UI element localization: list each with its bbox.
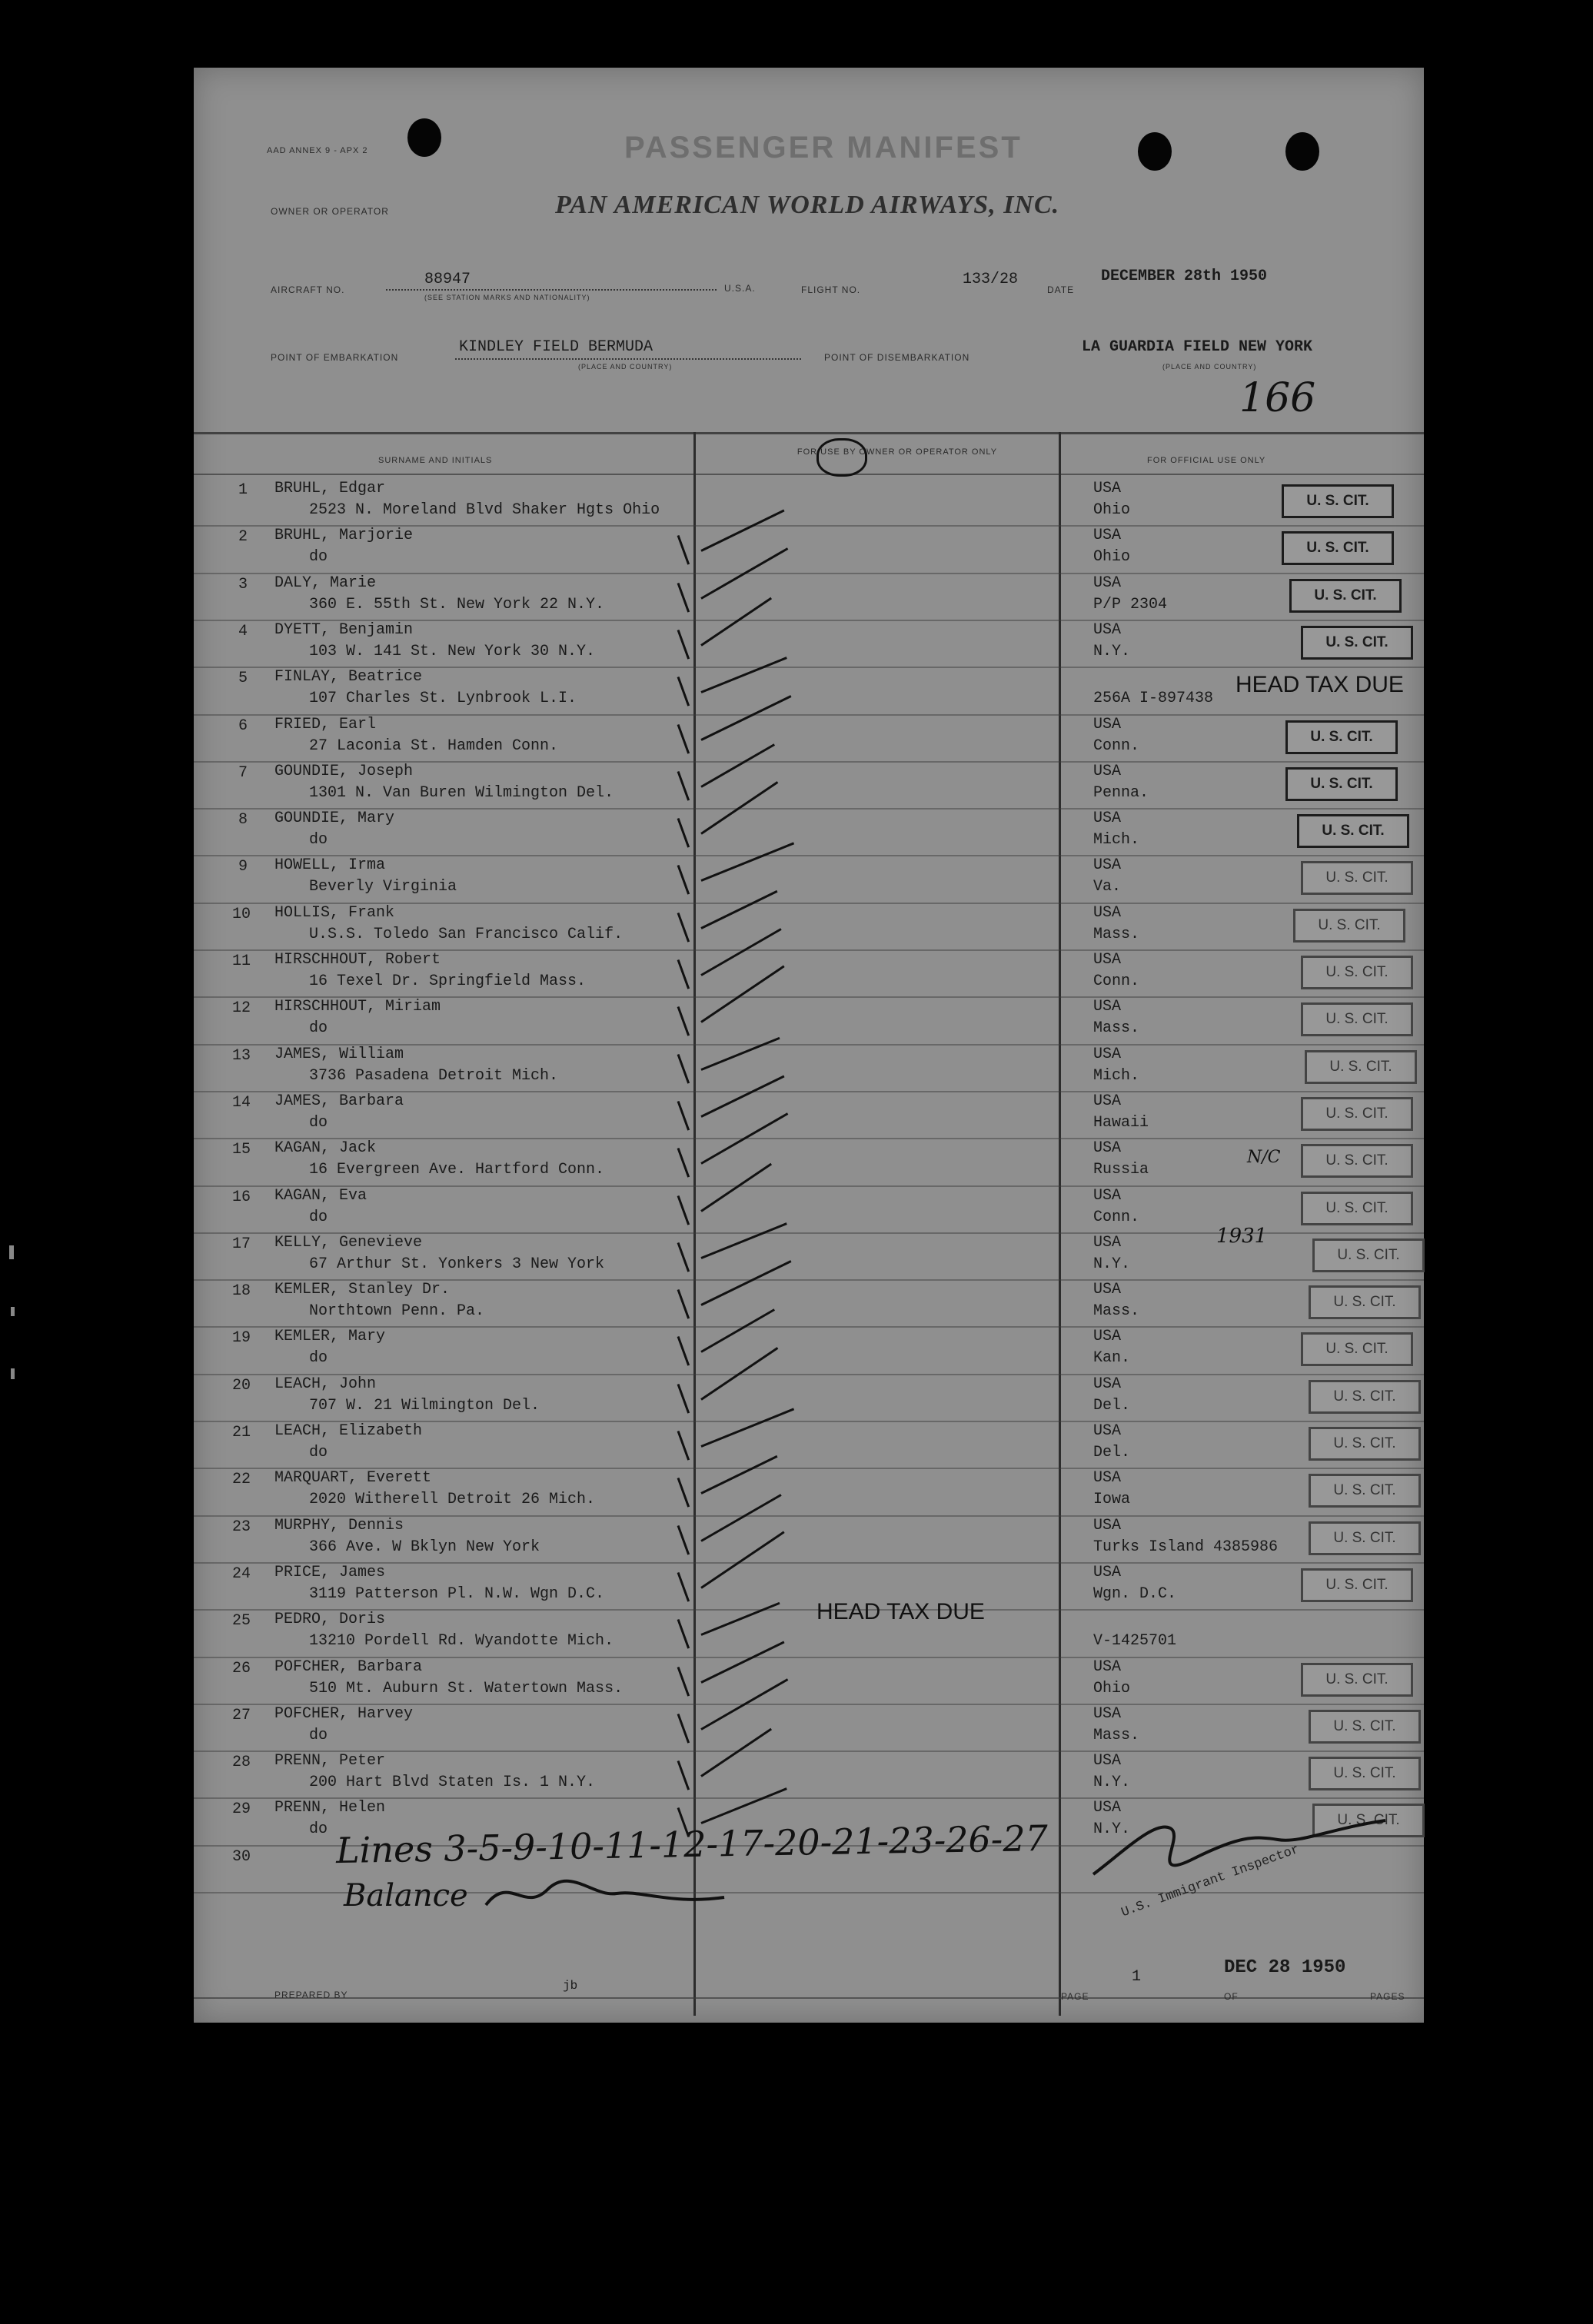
check-mark bbox=[700, 843, 794, 882]
residence-or-document: Conn. bbox=[1093, 972, 1140, 990]
residence-or-document: Turks Island 4385986 bbox=[1093, 1538, 1279, 1556]
handwritten-number: 166 bbox=[1239, 375, 1316, 421]
nationality: USA bbox=[1093, 1233, 1122, 1252]
check-mark-stroke bbox=[677, 1101, 690, 1131]
nationality: USA bbox=[1093, 480, 1122, 497]
us-citizen-stamp: U. S. CIT. bbox=[1309, 1521, 1421, 1555]
row-number: 14 bbox=[232, 1093, 251, 1112]
us-citizen-stamp: U. S. CIT. bbox=[1282, 484, 1394, 518]
check-mark-stroke bbox=[677, 1714, 690, 1744]
passenger-name: BRUHL, Marjorie bbox=[274, 527, 414, 545]
passenger-name: HIRSCHHOUT, Miriam bbox=[274, 998, 441, 1016]
row-number: 30 bbox=[232, 1847, 251, 1866]
row-rule bbox=[194, 573, 1424, 574]
passenger-address: U.S.S. Toledo San Francisco Calif. bbox=[309, 925, 624, 943]
document-title: PASSENGER MANIFEST bbox=[624, 131, 1023, 165]
residence-or-document: Mich. bbox=[1093, 1066, 1140, 1085]
row-number: 11 bbox=[232, 953, 251, 970]
nationality: USA bbox=[1093, 527, 1122, 545]
row-number: 29 bbox=[232, 1800, 251, 1819]
flight-date: DECEMBER 28th 1950 bbox=[1101, 268, 1268, 285]
row-number: 3 bbox=[238, 575, 248, 593]
us-citizen-stamp: U. S. CIT. bbox=[1301, 1332, 1413, 1366]
check-mark bbox=[700, 743, 775, 788]
check-mark-stroke bbox=[677, 1384, 690, 1414]
head-tax-stamp: HEAD TAX DUE bbox=[816, 1599, 985, 1624]
nationality: USA bbox=[1093, 1375, 1122, 1393]
passenger-name: POFCHER, Barbara bbox=[274, 1657, 423, 1676]
passenger-name: JAMES, Barbara bbox=[274, 1092, 404, 1110]
check-mark-stroke bbox=[677, 818, 690, 848]
residence-or-document: Del. bbox=[1093, 1444, 1131, 1461]
aircraft-sublabel: (SEE STATION MARKS AND NATIONALITY) bbox=[424, 294, 590, 301]
check-mark-stroke bbox=[677, 1006, 690, 1036]
nationality: USA bbox=[1093, 998, 1122, 1016]
embarkation-point: KINDLEY FIELD BERMUDA bbox=[459, 338, 653, 356]
us-citizen-stamp: U. S. CIT. bbox=[1285, 720, 1398, 754]
signature-mark bbox=[478, 1867, 732, 1920]
row-number: 18 bbox=[232, 1282, 251, 1301]
passenger-name: GOUNDIE, Joseph bbox=[274, 762, 414, 780]
scan-mark bbox=[9, 1245, 14, 1259]
passenger-address: 16 Evergreen Ave. Hartford Conn. bbox=[309, 1161, 605, 1179]
flight-number: 133/28 bbox=[963, 271, 1019, 288]
residence-or-document: Ohio bbox=[1093, 1679, 1131, 1697]
us-citizen-stamp: U. S. CIT. bbox=[1301, 626, 1413, 660]
manifest-sheet bbox=[194, 68, 1424, 2023]
row-number: 7 bbox=[238, 763, 248, 782]
check-mark bbox=[700, 1036, 780, 1070]
handwritten-lines-note: Lines 3-5-9-10-11-12-17-20-21-23-26-27 bbox=[335, 1817, 1049, 1872]
passenger-address: do bbox=[309, 1208, 328, 1226]
passenger-name: FINLAY, Beatrice bbox=[274, 668, 423, 687]
us-citizen-stamp: U. S. CIT. bbox=[1309, 1710, 1421, 1744]
page-number: 1 bbox=[1132, 1968, 1142, 1986]
date-label: DATE bbox=[1047, 284, 1075, 295]
check-mark-stroke bbox=[677, 1619, 690, 1649]
check-mark-stroke bbox=[677, 771, 690, 801]
row-number: 2 bbox=[238, 528, 248, 547]
check-mark-stroke bbox=[677, 723, 690, 753]
us-citizen-stamp: U. S. CIT. bbox=[1309, 1474, 1421, 1508]
passenger-name: LEACH, Elizabeth bbox=[274, 1422, 423, 1440]
residence-or-document: Wgn. D.C. bbox=[1093, 1584, 1177, 1603]
residence-or-document: N.Y. bbox=[1093, 1820, 1131, 1839]
row-number: 22 bbox=[232, 1471, 251, 1489]
passenger-address: 3119 Patterson Pl. N.W. Wgn D.C. bbox=[309, 1584, 605, 1603]
row-rule bbox=[194, 1138, 1424, 1139]
passenger-name: GOUNDIE, Mary bbox=[274, 810, 395, 828]
column-header-official: FOR OFFICIAL USE ONLY bbox=[1147, 456, 1266, 465]
row-number: 15 bbox=[232, 1141, 251, 1159]
us-citizen-stamp: U. S. CIT. bbox=[1297, 814, 1409, 848]
passenger-name: HOLLIS, Frank bbox=[274, 903, 395, 922]
check-mark-stroke bbox=[677, 1242, 690, 1272]
nationality: USA bbox=[1093, 1186, 1122, 1205]
residence-or-document: Mass. bbox=[1093, 925, 1140, 943]
check-mark-stroke bbox=[677, 677, 690, 707]
disembarkation-label: POINT OF DISEMBARKATION bbox=[824, 352, 970, 363]
embark-sublabel: (PLACE AND COUNTRY) bbox=[578, 363, 673, 371]
head-tax-stamp: HEAD TAX DUE bbox=[1235, 672, 1404, 697]
check-mark-stroke bbox=[677, 865, 690, 895]
nationality: USA bbox=[1093, 1704, 1122, 1723]
passenger-address: do bbox=[309, 831, 328, 849]
row-number: 8 bbox=[238, 811, 248, 830]
us-citizen-stamp: U. S. CIT. bbox=[1305, 1050, 1417, 1084]
passenger-name: KEMLER, Mary bbox=[274, 1328, 386, 1346]
residence-or-document: Penna. bbox=[1093, 783, 1149, 802]
row-number: 28 bbox=[232, 1754, 251, 1772]
residence-or-document: Kan. bbox=[1093, 1349, 1131, 1368]
row-number: 17 bbox=[232, 1235, 251, 1253]
nationality: USA bbox=[1093, 620, 1122, 639]
row-number: 23 bbox=[232, 1518, 251, 1536]
aircraft-underline bbox=[386, 289, 717, 291]
nationality: USA bbox=[1093, 1139, 1122, 1158]
embarkation-label: POINT OF EMBARKATION bbox=[271, 352, 399, 363]
passenger-name: KELLY, Genevieve bbox=[274, 1233, 423, 1252]
passenger-name: BRUHL, Edgar bbox=[274, 480, 386, 497]
passenger-address: Northtown Penn. Pa. bbox=[309, 1302, 485, 1321]
nationality: USA bbox=[1093, 1657, 1122, 1676]
row-number: 13 bbox=[232, 1046, 251, 1065]
check-mark bbox=[700, 510, 784, 552]
check-mark-stroke bbox=[677, 1289, 690, 1319]
us-citizen-stamp: U. S. CIT. bbox=[1285, 767, 1398, 801]
passenger-name: KAGAN, Eva bbox=[274, 1186, 367, 1205]
passenger-address: 1301 N. Van Buren Wilmington Del. bbox=[309, 783, 614, 802]
check-mark bbox=[700, 1494, 781, 1542]
row-number: 16 bbox=[232, 1188, 251, 1206]
punch-hole bbox=[1285, 132, 1319, 171]
check-mark bbox=[700, 1260, 791, 1306]
nationality: USA bbox=[1093, 1469, 1122, 1488]
check-mark-stroke bbox=[677, 959, 690, 989]
passenger-name: HOWELL, Irma bbox=[274, 856, 386, 875]
flight-number-circle bbox=[816, 438, 867, 477]
passenger-address: 27 Laconia St. Hamden Conn. bbox=[309, 736, 559, 755]
row-number: 25 bbox=[232, 1612, 251, 1631]
passenger-address: 360 E. 55th St. New York 22 N.Y. bbox=[309, 595, 605, 613]
page-label: PAGE bbox=[1061, 1991, 1089, 2002]
annotation-nc: N/C bbox=[1247, 1148, 1281, 1167]
check-mark-stroke bbox=[677, 1431, 690, 1461]
passenger-name: PRENN, Peter bbox=[274, 1752, 386, 1770]
residence-or-document: N.Y. bbox=[1093, 1255, 1131, 1273]
residence-or-document: N.Y. bbox=[1093, 642, 1131, 660]
check-mark bbox=[700, 1455, 777, 1494]
passenger-name: MARQUART, Everett bbox=[274, 1469, 432, 1488]
airline-name: PAN AMERICAN WORLD AIRWAYS, INC. bbox=[555, 191, 1060, 219]
nationality: USA bbox=[1093, 810, 1122, 828]
check-mark bbox=[700, 1641, 784, 1683]
nationality: USA bbox=[1093, 574, 1122, 592]
residence-or-document: Conn. bbox=[1093, 1208, 1140, 1226]
check-mark bbox=[700, 1531, 784, 1588]
check-mark-stroke bbox=[677, 1525, 690, 1555]
nationality: USA bbox=[1093, 1516, 1122, 1534]
pages-label: PAGES bbox=[1370, 1991, 1405, 2002]
column-divider bbox=[693, 432, 696, 2016]
nationality: USA bbox=[1093, 903, 1122, 922]
us-citizen-stamp: U. S. CIT. bbox=[1301, 1097, 1413, 1131]
prepared-by-label: PREPARED BY bbox=[274, 1990, 348, 2000]
nationality: USA bbox=[1093, 1328, 1122, 1346]
passenger-address: 2020 Witherell Detroit 26 Mich. bbox=[309, 1491, 596, 1509]
check-mark-stroke bbox=[677, 1572, 690, 1602]
check-mark bbox=[700, 1788, 787, 1825]
scan-mark bbox=[11, 1307, 15, 1316]
nationality: USA bbox=[1093, 1281, 1122, 1299]
nationality: USA bbox=[1093, 1799, 1122, 1817]
row-number: 12 bbox=[232, 999, 251, 1018]
residence-or-document: Mass. bbox=[1093, 1726, 1140, 1744]
residence-or-document: Mass. bbox=[1093, 1019, 1140, 1038]
passenger-name: JAMES, William bbox=[274, 1045, 404, 1063]
check-mark bbox=[700, 1728, 772, 1777]
check-mark-stroke bbox=[677, 1148, 690, 1178]
us-citizen-stamp: U. S. CIT. bbox=[1289, 579, 1402, 613]
passenger-address: 107 Charles St. Lynbrook L.I. bbox=[309, 690, 577, 708]
check-mark-stroke bbox=[677, 535, 690, 565]
row-number: 26 bbox=[232, 1659, 251, 1677]
passenger-address: do bbox=[309, 548, 328, 567]
passenger-name: KAGAN, Jack bbox=[274, 1139, 377, 1158]
us-citizen-stamp: U. S. CIT. bbox=[1301, 1192, 1413, 1225]
row-number: 10 bbox=[232, 905, 251, 923]
passenger-address: 366 Ave. W Bklyn New York bbox=[309, 1538, 540, 1556]
residence-or-document: Conn. bbox=[1093, 736, 1140, 755]
residence-or-document: P/P 2304 bbox=[1093, 595, 1168, 613]
check-mark bbox=[700, 966, 784, 1023]
us-citizen-stamp: U. S. CIT. bbox=[1301, 956, 1413, 989]
passenger-address: 13210 Pordell Rd. Wyandotte Mich. bbox=[309, 1632, 614, 1651]
us-citizen-stamp: U. S. CIT. bbox=[1301, 1568, 1413, 1602]
check-mark bbox=[700, 1309, 775, 1354]
passenger-name: LEACH, John bbox=[274, 1375, 377, 1393]
usa-label: U.S.A. bbox=[724, 283, 756, 294]
check-mark bbox=[700, 890, 777, 929]
nationality: USA bbox=[1093, 951, 1122, 969]
flight-label: FLIGHT NO. bbox=[801, 284, 861, 295]
residence-or-document: Ohio bbox=[1093, 548, 1131, 567]
residence-or-document: Del. bbox=[1093, 1396, 1131, 1415]
passenger-address: do bbox=[309, 1349, 328, 1368]
us-citizen-stamp: U. S. CIT. bbox=[1293, 909, 1405, 943]
check-mark bbox=[700, 597, 772, 647]
of-label: OF bbox=[1224, 1991, 1239, 2002]
nationality: USA bbox=[1093, 1092, 1122, 1110]
column-divider bbox=[1059, 432, 1061, 2016]
passenger-name: DALY, Marie bbox=[274, 574, 377, 592]
scan-mark bbox=[11, 1368, 15, 1379]
check-mark bbox=[700, 695, 791, 741]
check-mark bbox=[700, 1408, 794, 1447]
nationality: USA bbox=[1093, 1752, 1122, 1770]
us-citizen-stamp: U. S. CIT. bbox=[1301, 1002, 1413, 1036]
residence-or-document: 256A I-897438 bbox=[1093, 690, 1214, 708]
residence-or-document: Va. bbox=[1093, 878, 1122, 896]
check-mark-stroke bbox=[677, 1478, 690, 1508]
column-header-names: SURNAME AND INITIALS bbox=[378, 456, 493, 465]
check-mark-stroke bbox=[677, 913, 690, 943]
passenger-address: 67 Arthur St. Yonkers 3 New York bbox=[309, 1255, 605, 1273]
check-mark-stroke bbox=[677, 1336, 690, 1366]
row-rule bbox=[194, 1374, 1424, 1375]
residence-or-document: Ohio bbox=[1093, 501, 1131, 519]
residence-or-document: Mass. bbox=[1093, 1302, 1140, 1321]
us-citizen-stamp: U. S. CIT. bbox=[1309, 1427, 1421, 1461]
passenger-address: do bbox=[309, 1113, 328, 1132]
us-citizen-stamp: U. S. CIT. bbox=[1309, 1285, 1421, 1319]
row-number: 6 bbox=[238, 716, 248, 735]
embark-underline bbox=[455, 358, 801, 360]
passenger-name: DYETT, Benjamin bbox=[274, 620, 414, 639]
passenger-address: do bbox=[309, 1444, 328, 1461]
passenger-name: MURPHY, Dennis bbox=[274, 1516, 404, 1534]
passenger-name: FRIED, Earl bbox=[274, 715, 377, 733]
check-mark bbox=[700, 1602, 780, 1636]
handwritten-balance: Balance bbox=[344, 1878, 468, 1913]
disembarkation-point: LA GUARDIA FIELD NEW YORK bbox=[1082, 338, 1313, 356]
us-citizen-stamp: U. S. CIT. bbox=[1301, 861, 1413, 895]
annotation-1931: 1931 bbox=[1216, 1225, 1268, 1248]
row-number: 1 bbox=[238, 481, 248, 499]
check-mark bbox=[700, 1222, 787, 1259]
row-rule bbox=[194, 714, 1424, 716]
check-mark-stroke bbox=[677, 583, 690, 613]
us-citizen-stamp: U. S. CIT. bbox=[1309, 1757, 1421, 1790]
check-mark bbox=[700, 1075, 784, 1117]
passenger-address: do bbox=[309, 1820, 328, 1839]
immigrant-inspector-stamp: U.S. Immigrant Inspector bbox=[1119, 1842, 1302, 1921]
nationality: USA bbox=[1093, 1563, 1122, 1581]
row-number: 19 bbox=[232, 1329, 251, 1348]
residence-or-document: Russia bbox=[1093, 1161, 1149, 1179]
us-citizen-stamp: U. S. CIT. bbox=[1312, 1238, 1425, 1272]
disembark-sublabel: (PLACE AND COUNTRY) bbox=[1162, 363, 1257, 371]
nationality: USA bbox=[1093, 856, 1122, 875]
check-mark bbox=[700, 657, 787, 693]
passenger-name: KEMLER, Stanley Dr. bbox=[274, 1281, 451, 1299]
us-citizen-stamp: U. S. CIT. bbox=[1309, 1380, 1421, 1414]
nationality: USA bbox=[1093, 762, 1122, 780]
passenger-name: PEDRO, Doris bbox=[274, 1611, 386, 1629]
us-citizen-stamp: U. S. CIT. bbox=[1282, 531, 1394, 565]
passenger-address: do bbox=[309, 1726, 328, 1744]
check-mark-stroke bbox=[677, 630, 690, 660]
row-number: 27 bbox=[232, 1706, 251, 1724]
us-citizen-stamp: U. S. CIT. bbox=[1301, 1144, 1413, 1178]
passenger-address: do bbox=[309, 1019, 328, 1038]
date-stamp: DEC 28 1950 bbox=[1224, 1957, 1346, 1978]
us-citizen-stamp: U. S. CIT. bbox=[1301, 1663, 1413, 1697]
residence-or-document: Hawaii bbox=[1093, 1113, 1149, 1132]
nationality: USA bbox=[1093, 1045, 1122, 1063]
check-mark-stroke bbox=[677, 1195, 690, 1225]
column-header-rule bbox=[194, 474, 1424, 475]
row-number: 9 bbox=[238, 858, 248, 876]
residence-or-document: N.Y. bbox=[1093, 1774, 1131, 1792]
residence-or-document: Mich. bbox=[1093, 831, 1140, 849]
footer-rule bbox=[194, 1997, 1424, 1999]
passenger-address: 707 W. 21 Wilmington Del. bbox=[309, 1396, 540, 1415]
passenger-address: 510 Mt. Auburn St. Watertown Mass. bbox=[309, 1679, 624, 1697]
check-mark-stroke bbox=[677, 1054, 690, 1084]
aircraft-label: AIRCRAFT NO. bbox=[271, 284, 345, 295]
passenger-name: PRICE, James bbox=[274, 1563, 386, 1581]
passenger-name: PRENN, Helen bbox=[274, 1799, 386, 1817]
nationality: USA bbox=[1093, 715, 1122, 733]
form-reference: AAD ANNEX 9 - APX 2 bbox=[267, 146, 368, 155]
header-rule bbox=[194, 432, 1424, 434]
nationality: USA bbox=[1093, 1422, 1122, 1440]
row-number: 21 bbox=[232, 1424, 251, 1441]
passenger-name: HIRSCHHOUT, Robert bbox=[274, 951, 441, 969]
row-number: 24 bbox=[232, 1564, 251, 1583]
row-number: 4 bbox=[238, 622, 248, 640]
punch-hole bbox=[407, 118, 441, 157]
passenger-address: 3736 Pasadena Detroit Mich. bbox=[309, 1066, 559, 1085]
punch-hole bbox=[1138, 132, 1172, 171]
passenger-address: Beverly Virginia bbox=[309, 878, 457, 896]
aircraft-number: 88947 bbox=[424, 271, 471, 288]
residence-or-document: Iowa bbox=[1093, 1491, 1131, 1509]
column-header-owner-use: FOR USE BY OWNER OR OPERATOR ONLY bbox=[796, 447, 998, 457]
check-mark bbox=[700, 1162, 772, 1212]
passenger-name: POFCHER, Harvey bbox=[274, 1704, 414, 1723]
check-mark-stroke bbox=[677, 1760, 690, 1790]
prepared-by: jb bbox=[563, 1979, 578, 1993]
passenger-address: 2523 N. Moreland Blvd Shaker Hgts Ohio bbox=[309, 501, 660, 519]
passenger-address: 200 Hart Blvd Staten Is. 1 N.Y. bbox=[309, 1774, 596, 1792]
row-rule bbox=[194, 1185, 1424, 1187]
row-number: 20 bbox=[232, 1376, 251, 1395]
passenger-address: 16 Texel Dr. Springfield Mass. bbox=[309, 972, 587, 990]
check-mark-stroke bbox=[677, 1666, 690, 1696]
check-mark bbox=[700, 928, 781, 976]
residence-or-document: V-1425701 bbox=[1093, 1632, 1177, 1651]
passenger-address: 103 W. 141 St. New York 30 N.Y. bbox=[309, 642, 596, 660]
us-citizen-stamp: U. S. CIT. bbox=[1312, 1804, 1425, 1837]
row-number: 5 bbox=[238, 670, 248, 688]
owner-label: OWNER OR OPERATOR bbox=[271, 206, 389, 217]
